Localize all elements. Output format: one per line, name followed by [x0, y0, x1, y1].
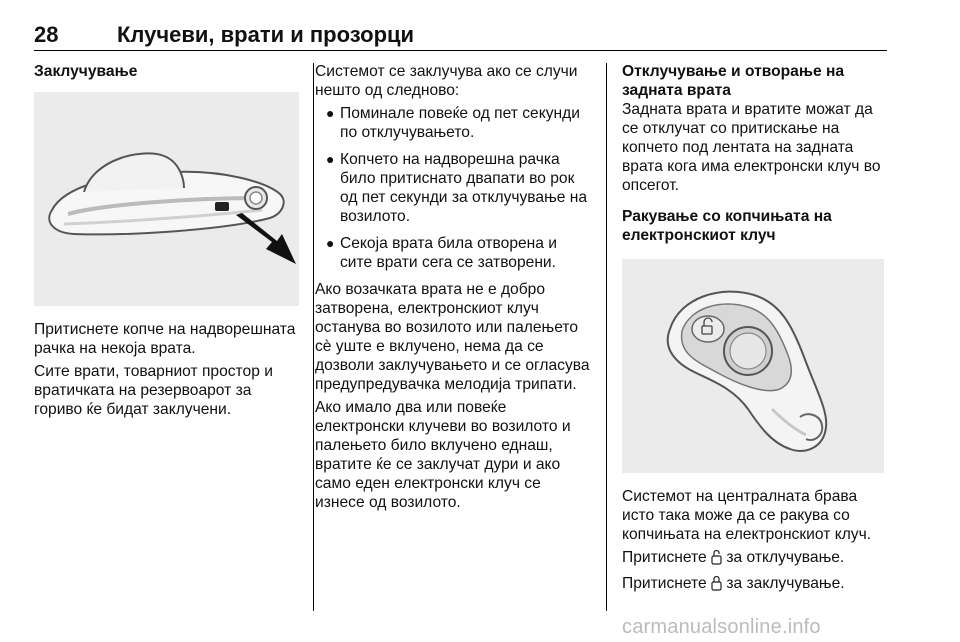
chapter-title: Клучеви, врати и прозорци: [117, 22, 415, 47]
section-heading-tailgate: Отклучување и отворање на задната врата: [622, 63, 845, 99]
list-item: ● Поминале повеќе од пет секунди по отклучувањето.: [326, 105, 580, 141]
section-heading-key-buttons: Ракување со копчињата на електронскиот клуч: [622, 208, 832, 244]
electronic-key-illustration: [622, 259, 884, 473]
auto-lock-conditions: [315, 104, 593, 272]
bullet-dot: ●: [326, 235, 335, 251]
column-2: [315, 62, 593, 516]
locking-instruction: Притиснете копче на надворешната рачка на некоја врата.: [34, 321, 296, 357]
page-number: 28: [34, 22, 59, 47]
unlock-instruction: Притиснете за отклучување.: [622, 548, 890, 570]
central-locking-text: Системот на централната брава исто така може да се ракува со копчињата на електронскиот клуч.: [622, 488, 872, 543]
column-divider-1: [313, 63, 314, 611]
column-1: [34, 62, 299, 423]
page-header: [34, 20, 887, 50]
multiple-keys-note: Ако имало два или повеќе електронски клучеви во возилото и палењето било вклучено еднаш, вратите ќе се заклучат дури и ако само еден електронски клуч се изнесе од возилото.: [315, 399, 571, 511]
site-watermark: carmanualsonline.info: [622, 616, 821, 638]
auto-lock-intro: Системот се заклучува ако се случи нешто од следново:: [315, 63, 578, 99]
column-3: [622, 62, 890, 600]
list-item: ● Секоја врата била отворена и сите врати сега се затворени.: [326, 235, 558, 271]
unlock-padlock-icon: [711, 549, 722, 570]
tailgate-unlock-text: Задната врата и вратите можат да се отклучат со притискање на копчето под лентата на задната врата кога има електронски клуч во опсегот.: [622, 101, 881, 194]
section-heading-locking: Заклучување: [34, 63, 138, 80]
driver-door-warning: Ако возачката врата не е добро затворена, електронскиот клуч останува во возилото или палењето сè уште е вклучено, нема да се дозволи заклучувањето и се огласува предупредувачка мелодија трипати.: [315, 281, 590, 393]
door-handle-figure: [34, 92, 299, 306]
electronic-key-figure: [622, 259, 884, 473]
locking-result: Сите врати, товарниот простор и вратичката на резервоарот за гориво ќе бидат заклучени.: [34, 363, 273, 418]
bullet-dot: ●: [326, 151, 335, 167]
lock-instruction: Притиснете за заклучување.: [622, 574, 890, 596]
lock-padlock-icon: [711, 575, 722, 596]
list-item: ● Копчето на надворешна рачка било притиснато двапати во рок од пет секунди за отклучување на возилото.: [326, 151, 588, 225]
column-divider-2: [606, 63, 607, 611]
header-rule: [34, 50, 887, 51]
bullet-dot: ●: [326, 105, 335, 121]
door-handle-illustration: [34, 92, 299, 306]
